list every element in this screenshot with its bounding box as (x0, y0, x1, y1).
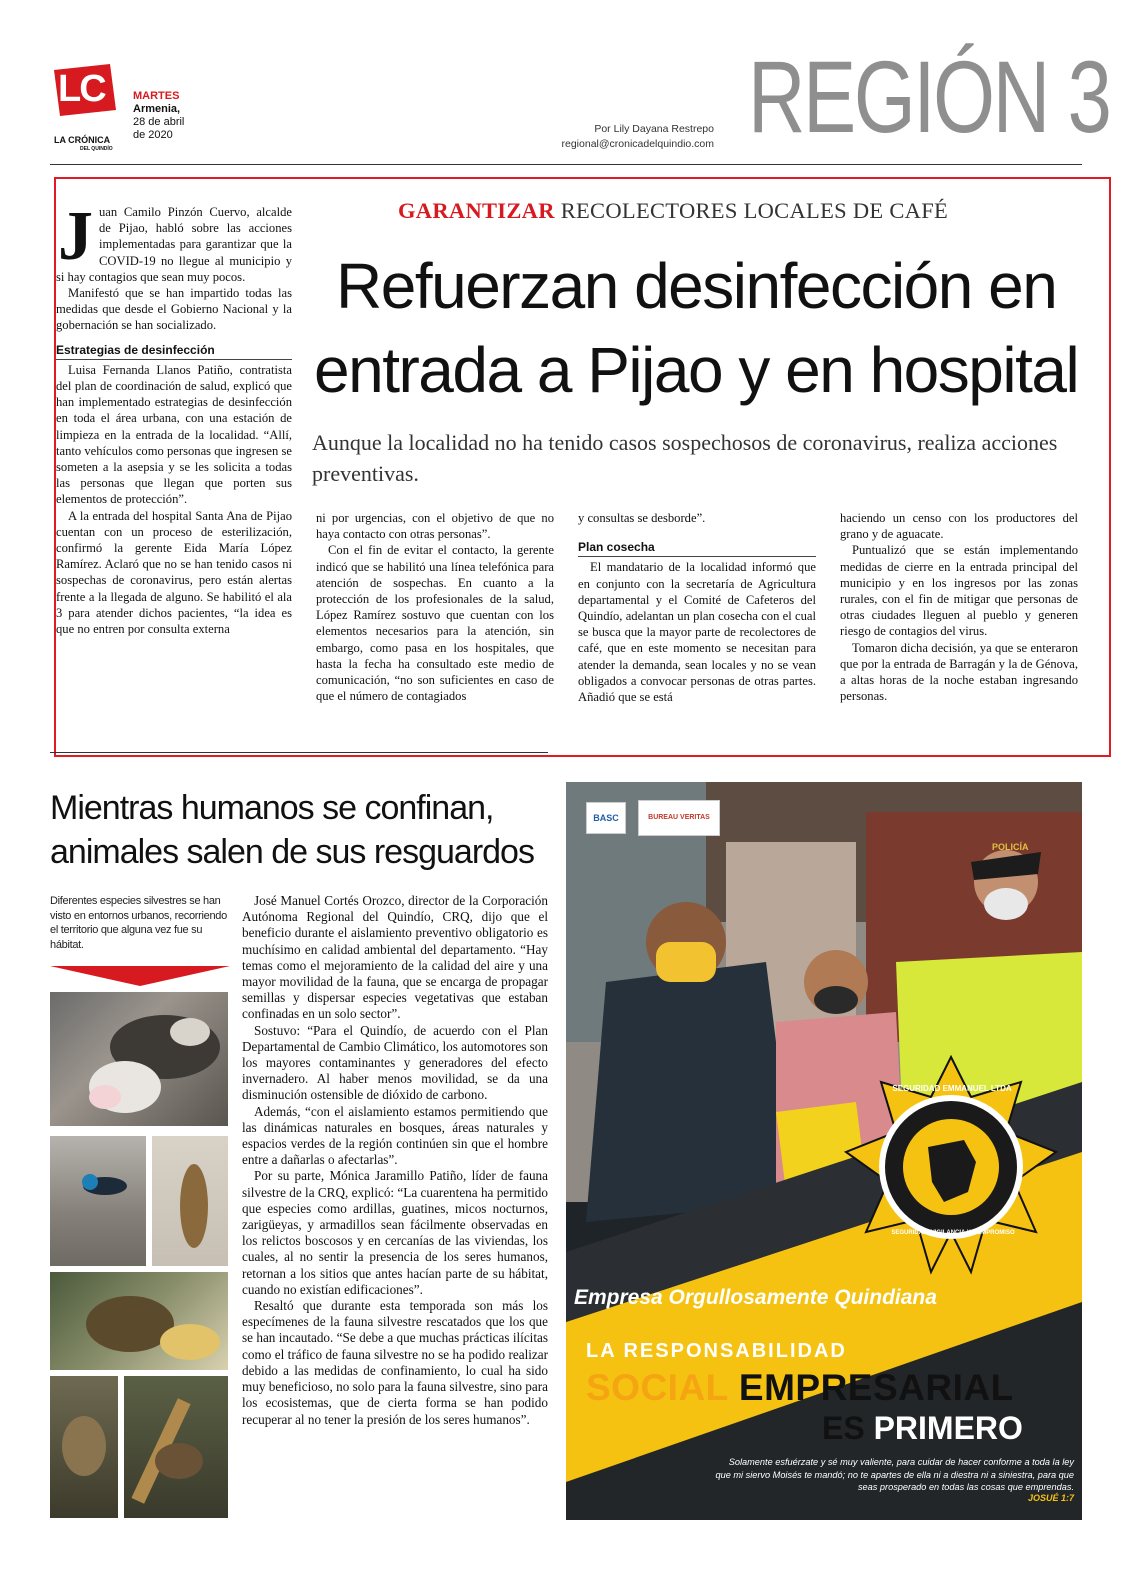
byline (520, 122, 714, 152)
article1-paragraph: Tomaron dicha decisión, ya que se enteraron que por la entrada de Barragán y la de Génova, a altas horas de la noche estaban ingresando personas. (840, 640, 1078, 704)
article2-paragraph: Sostuvo: “Para el Quindío, de acuerdo con el Plan Departamental de Cambio Climático, los automotores son los mayores contaminantes y generadores del efecto invernadero. Al haber menos movilidad, se da una disminución ostensible de dióxido de carbono. (242, 1022, 548, 1103)
date-city: Armenia, (133, 103, 181, 115)
article1-paragraph: Luisa Fernanda Llanos Patiño, contratista del plan de coordinación de salud, explicó que han implementado estrategias de desinfección en toda el área urbana, con una estación de limpieza en la entrada de la localidad. “Allí, tanto vehículos como personas que ingresen se someten a la asepsia y se les solicita a todas las personas que llegan que porten sus elementos de protección”. (56, 362, 292, 507)
article2-paragraph: Resaltó que durante esta temporada son más los especímenes de la fauna silvestre rescatados que los que se han incautado. “Se debe a que muchas prácticas ilícitas como el tráfico de fauna silvestre no se ha podido realizar debido a las medidas de confinamiento, lo cual ha sido muy beneficioso, no solo para la fauna silvestre, sino para los ecosistemas, que de cierta forma se han podido recuperar al no tener la presión de los seres humanos”. (242, 1298, 548, 1427)
article2-paragraph: Por su parte, Mónica Jaramillo Patiño, líder de fauna silvestre de la CRQ, explicó: “La cuarentena ha permitido que especies como ardillas, guatines, micos nocturnos, zarigüeyas, y armadillos sean fácilmente observadas en los relictos boscosos y en cercanías de las viviendas, los cuales, al no sentir la presencia de los seres humanos, retornan a los sitios que antes hacían parte de su hábitat, cuando no existían edificaciones”. (242, 1168, 548, 1297)
slogan-social: SOCIAL (586, 1367, 729, 1408)
badge-bureau-veritas: BUREAU VERITAS (638, 800, 720, 836)
article2-body (242, 893, 548, 1428)
headline-line-1: Mientras humanos se confinan, (50, 789, 494, 827)
photo-opossum (50, 992, 228, 1126)
byline-email: regional@cronicadelquindio.com (561, 138, 714, 150)
ad-verse: Solamente esfuérzate y sé muy valiente, para cuidar de hacer conforme a toda la ley que mi siervo Moisés te mandó; no te apartes de ella ni a diestra ni a siniestra, para que seas prosperado en todas las cosas que emprendas. (715, 1457, 1074, 1492)
caption-arrow (50, 966, 230, 988)
seal-text-top: SEGURIDAD EMMANUEL LTDA (892, 1084, 1012, 1093)
date-line2: de 2020 (133, 129, 173, 141)
seal-text-bottom: SEGURIDAD, VIGILANCIA Y COMPROMISO (891, 1230, 1015, 1236)
article1-paragraph: Con el fin de evitar el contacto, la gerente indicó que se habilitó una línea telefónica para atención de sospechas. En cuanto a la protección de los profesionales de la salud, López Ramírez sostuvo que cuentan con los elementos necesarios para la atención, sin embargo, como pasa en los hospitales, que hasta la fecha ha consultado este medio de comunicación, “no son suficientes en caso de que el número de contagiados (316, 543, 554, 704)
photo-bird (50, 1136, 146, 1266)
article1-paragraph: A la entrada del hospital Santa Ana de Pijao cuentan con un proceso de esterilización, confirmó la gerente Eida María López Ramírez. Aclaró que no se han tenido casos ni sospechas de coronavirus, pero están alertas frente a la llegada de alguno. Se habilitó el ala 3 para atender dichos pacientes, “la idea es que no entren por consulta externa (56, 508, 292, 637)
slogan-empresarial: EMPRESARIAL (738, 1367, 1014, 1408)
article-divider (50, 752, 548, 753)
slogan-primero: PRIMERO (873, 1410, 1023, 1446)
article1-column-1 (56, 198, 292, 637)
badge-basc: BASC (586, 802, 626, 834)
article1-column-3 (578, 510, 816, 705)
slogan-line-2 (586, 1367, 1066, 1409)
article1-paragraph: uan Camilo Pinzón Cuervo, alcalde de Pijao, habló sobre las acciones implementadas para garantizar que la COVID-19 no llegue al municipio y si hay contagios que sean muy pocos. (56, 205, 292, 284)
photo-frog (152, 1136, 228, 1266)
article1-paragraph: y consultas se desborde”. (578, 511, 706, 525)
headline-line-2: animales salen de sus resguardos (50, 833, 534, 871)
section-title: REGIÓN 3 (748, 40, 1110, 154)
masthead-rule (50, 164, 1082, 165)
logo-sub: DEL QUINDÍO (80, 146, 113, 152)
photo-rodent (124, 1376, 228, 1518)
dropcap: J (58, 198, 93, 275)
photo-caption: Diferentes especies silvestres se han visto en entornos urbanos, recorriendo el territorio que alguna vez fue su hábitat. (50, 895, 227, 951)
article1-paragraph: El mandatario de la localidad informó que en conjunto con la secretaría de Agricultura departamental y el Comité de Cafeteros del Quindío, adelantan un plan cosecha con el cual se busca que la mayor parte de recolectores de café, que en este momento se necesitan para atender la demanda, sean locales y no se vean obligados a convocar personas de otras partes. Añadió que se está (578, 560, 816, 705)
article1-paragraph: Puntualizó que se están implementando medidas de cierre en la entrada principal del municipio y en los ingresos por las zonas rurales, con el fin de mitigar que personas de otras ciudades lleguen al pueblo y generen riesgo de contagios del virus. (840, 543, 1078, 639)
article1-headline (314, 244, 1094, 412)
advertisement (566, 782, 1082, 1520)
date-day: MARTES (133, 90, 180, 102)
edition-date (133, 90, 184, 142)
ad-tagline: Empresa Orgullosamente Quindiana (574, 1286, 937, 1309)
article1-paragraph: haciendo un censo con los productores del grano y de aguacate. (840, 511, 1078, 542)
date-line1: 28 de abril (133, 116, 185, 128)
slogan-line-3 (586, 1409, 1066, 1447)
slogan-line-1: LA RESPONSABILIDAD (586, 1340, 847, 1362)
article2-paragraph: José Manuel Cortés Orozco, director de la Corporación Autónoma Regional del Quindío, CRQ, dijo que el beneficio durante el aislamiento preventivo obligatorio es muchísimo en calidad ambiental del departamento. “Hay temas como el mejoramiento de la calidad del aire y una mayor movilidad de la fauna, que se encarga de propagar semillas y dispersar especies vegetativas que estaban confinadas en un solo sector”. (242, 893, 548, 1022)
slogan-es: ES (822, 1410, 865, 1446)
photo-turtle (50, 1272, 228, 1370)
article1-column-4 (840, 510, 1078, 704)
kicker-highlight: GARANTIZAR (398, 198, 555, 223)
masthead (0, 0, 1144, 170)
article1-paragraph: ni por urgencias, con el objetivo de que no haya contacto con otras personas”. (316, 511, 554, 542)
ad-verse-reference: JOSUÉ 1:7 (1027, 1493, 1074, 1503)
kicker-text: RECOLECTORES LOCALES DE CAFÉ (560, 198, 949, 223)
article2-headline (50, 786, 550, 874)
logo (50, 62, 120, 152)
article1-subhead: Estrategias de desinfección (56, 342, 292, 360)
article1-paragraph: Manifestó que se han impartido todas las medidas que desde el Gobierno Nacional y la gobernación se han socializado. (56, 286, 292, 333)
police-cap-text: POLICÍA (992, 842, 1029, 852)
byline-author: Por Lily Dayana Restrepo (594, 123, 714, 135)
article1-kicker (398, 198, 948, 224)
article1-subhead: Plan cosecha (578, 539, 816, 557)
headline-line-1: Refuerzan desinfección en (336, 250, 1057, 322)
ad-slogan (586, 1340, 1066, 1447)
photo-mammal (50, 1376, 118, 1518)
headline-line-2: entrada a Pijao y en hospital (314, 334, 1079, 406)
logo-name: LA CRÓNICA (54, 135, 111, 145)
article1-column-2 (316, 510, 554, 704)
article1-deck: Aunque la localidad no ha tenido casos sospechosos de coronavirus, realiza acciones preventivas. (312, 430, 1058, 486)
article2-paragraph: Además, “con el aislamiento estamos permitiendo que las dinámicas naturales en bosques, áreas naturales y espacios verdes de la región continúen sin que el hombre entre a dañarlas o afectarlas”. (242, 1103, 548, 1168)
logo-letters: LC (58, 68, 105, 110)
